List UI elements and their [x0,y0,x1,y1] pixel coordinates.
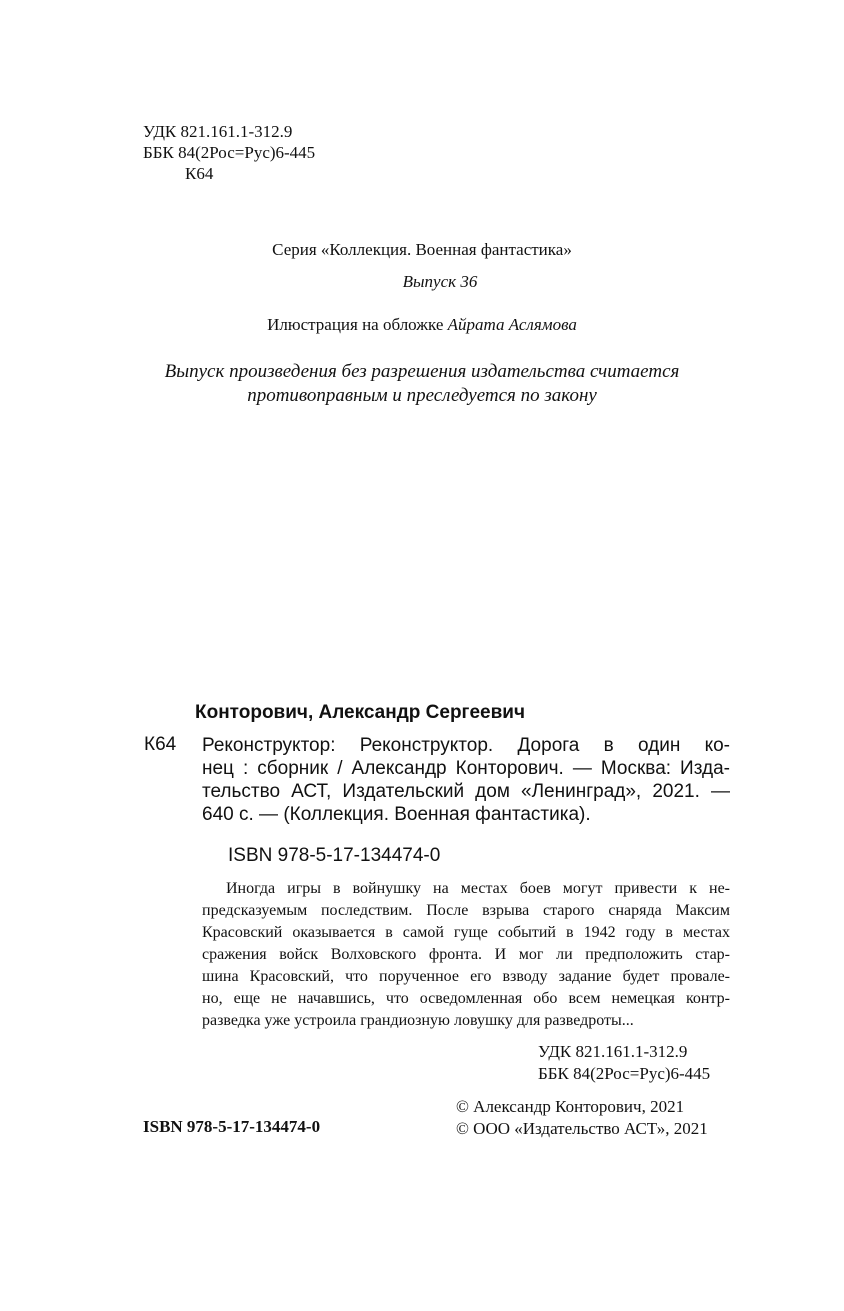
illustration-credit [0,315,844,335]
copyright-author: © Александр Конторович, 2021 [456,1097,685,1116]
annotation [202,878,730,1032]
annotation-line: предсказуемым последствим. После взрыва старого снаряда Максим [202,902,730,919]
catalog-author: Конторович, Александр Сергеевич [195,702,525,723]
author-sign: К64 [185,164,214,183]
isbn-bottom: ISBN 978-5-17-134474-0 [143,1117,321,1136]
catalog-isbn: ISBN 978-5-17-134474-0 [228,845,441,866]
warning-line-2: противоправным и преследуется по закону [247,385,597,406]
series-title: Серия «Коллекция. Военная фантастика» [272,240,572,259]
copyright-warning [0,360,844,408]
annotation-line: Красовский оказывается в самой гуще событий в 1942 году в местах [202,924,730,941]
annotation-line: разведка уже устроила грандиозную ловушку для разведроты... [202,1012,634,1029]
issue-number: Выпуск 36 [402,272,478,291]
annotation-line: шина Красовский, что порученное его взводу задание будет провале- [202,968,730,985]
bbk-code: ББК 84(2Рос=Рус)6-445 [143,143,316,162]
annotation-line: Иногда игры в войнушку на местах боев могут привести к не- [226,880,730,897]
entry-line: Реконструктор: Реконструктор. Дорога в один ко- [202,735,730,756]
top-classification-block [143,121,315,184]
bibliographic-entry [202,734,730,826]
illustration-prefix: Илюстрация на обложке [267,315,444,334]
bottom-classification-block [538,1041,710,1085]
bbk-code-bottom: ББК 84(2Рос=Рус)6-445 [538,1064,711,1083]
udk-code: УДК 821.161.1-312.9 [143,122,293,141]
entry-line: 640 с. — (Коллекция. Военная фантастика). [202,804,591,825]
copyright-publisher: © ООО «Издательство АСТ», 2021 [456,1119,708,1138]
annotation-line: но, еще не начавшись, что осведомленная обо всем немецкая контр- [202,990,730,1007]
catalog-code: К64 [144,734,177,755]
entry-line: нец : сборник / Александр Конторович. — Москва: Изда- [202,758,730,779]
annotation-line: сражения войск Волховского фронта. И мог ли предположить стар- [202,946,730,963]
copyright-block [456,1096,708,1140]
warning-line-1: Выпуск произведения без разрешения издательства считается [164,361,680,382]
illustration-artist: Айрата Аслямова [447,315,577,334]
entry-line: тельство АСТ, Издательский дом «Ленинград», 2021. — [202,781,730,802]
udk-code-bottom: УДК 821.161.1-312.9 [538,1042,688,1061]
